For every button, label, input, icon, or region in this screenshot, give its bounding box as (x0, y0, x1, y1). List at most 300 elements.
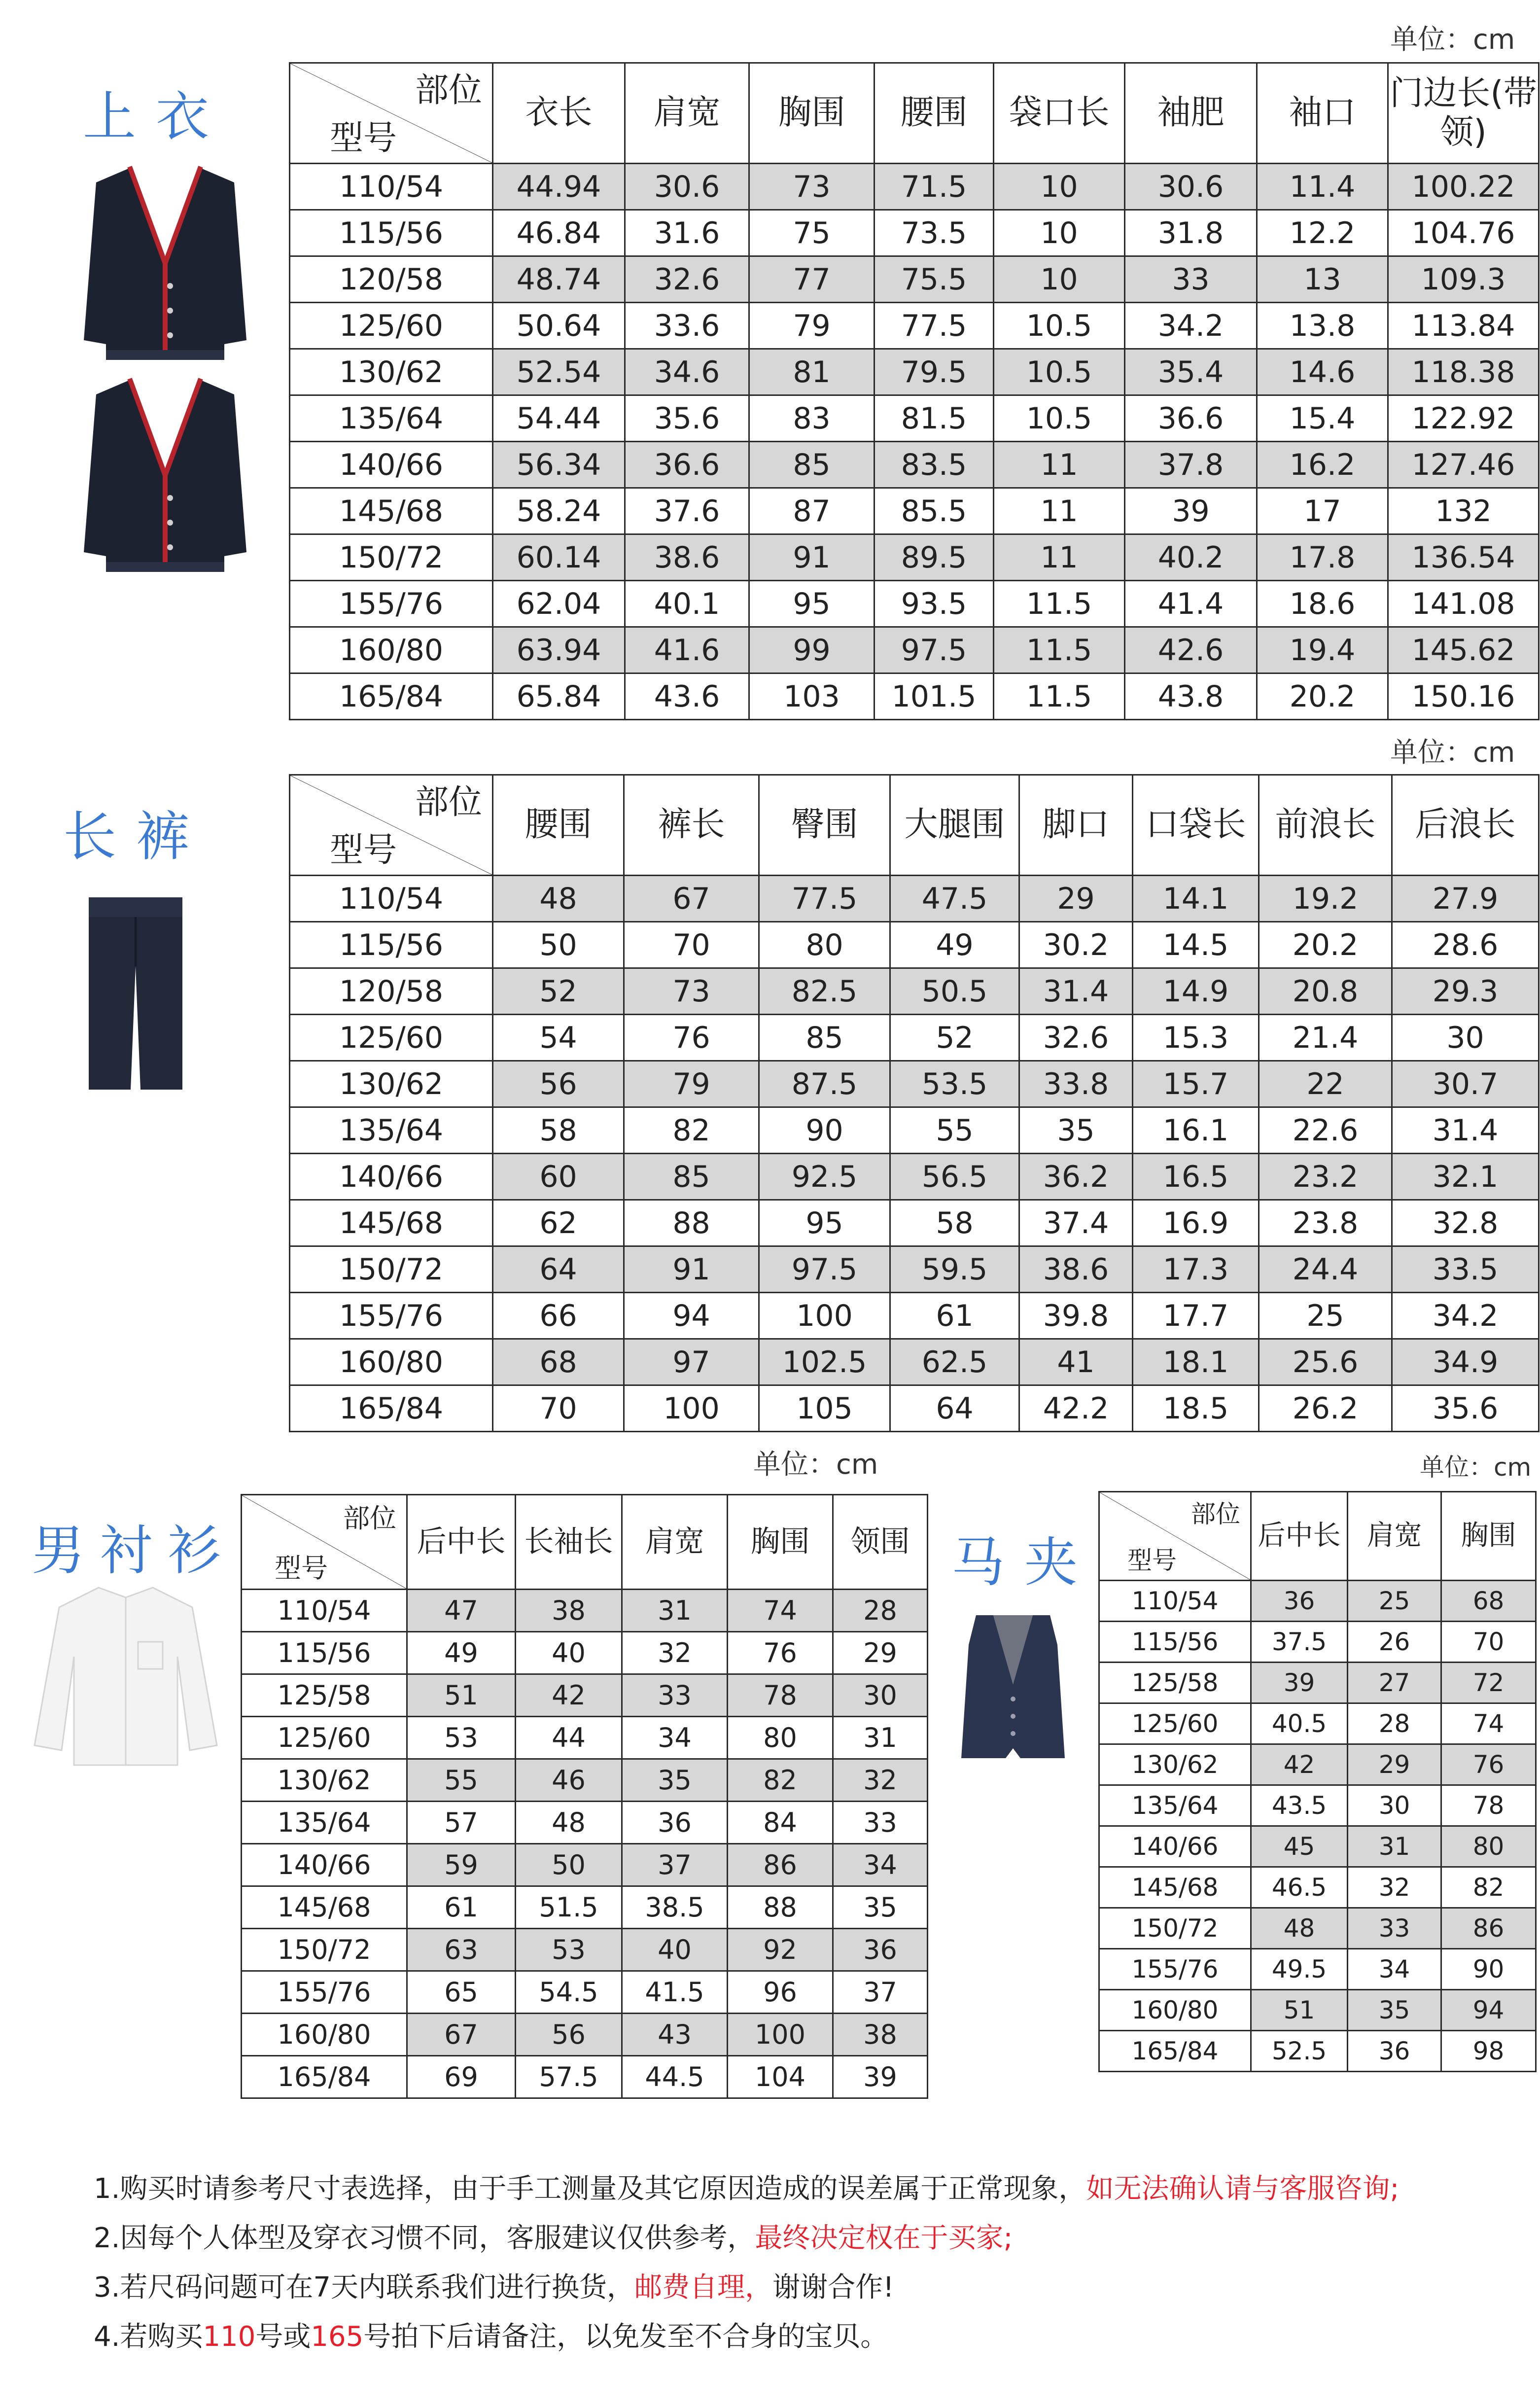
pants-value-cell: 36.2 (1019, 1154, 1133, 1200)
tops-value-cell: 40.2 (1125, 534, 1257, 581)
shirt-value-cell: 53 (407, 1717, 516, 1759)
shirt-size-cell: 115/56 (242, 1632, 407, 1674)
tops-value-cell: 101.5 (875, 673, 994, 720)
pants-value-cell: 76 (624, 1015, 759, 1061)
shirt-size-cell: 165/84 (242, 2056, 407, 2098)
shirt-value-cell: 30 (833, 1674, 928, 1717)
pants-value-cell: 48 (493, 876, 624, 922)
tops-value-cell: 56.34 (493, 442, 625, 488)
tops-corner-cell (290, 63, 493, 164)
shirt-value-cell: 36 (833, 1929, 928, 1971)
pants-value-cell: 58 (890, 1200, 1019, 1246)
tops-size-cell: 115/56 (290, 210, 493, 256)
vest-value-cell: 78 (1441, 1785, 1536, 1826)
pants-value-cell: 92.5 (759, 1154, 890, 1200)
pants-size-cell: 135/64 (290, 1107, 493, 1154)
shirt-value-cell: 69 (407, 2056, 516, 2098)
shirt-value-cell: 53 (516, 1929, 622, 1971)
vest-value-cell: 98 (1441, 2031, 1536, 2072)
tops-table-row (290, 534, 1539, 581)
tops-value-cell: 38.6 (625, 534, 749, 581)
tops-value-cell: 17 (1257, 488, 1388, 534)
tops-value-cell: 118.38 (1388, 349, 1539, 395)
shirt-value-cell: 40 (622, 1929, 728, 1971)
shirt-value-cell: 33 (833, 1802, 928, 1844)
pants-table-row (290, 1293, 1539, 1339)
tops-value-cell: 10 (994, 256, 1125, 303)
vest-size-cell: 150/72 (1099, 1908, 1251, 1949)
pants-value-cell: 33.8 (1019, 1061, 1133, 1107)
tops-size-cell: 155/76 (290, 581, 493, 627)
pants-value-cell: 14.1 (1133, 876, 1259, 922)
shirt-value-cell: 31 (833, 1717, 928, 1759)
pants-value-cell: 62.5 (890, 1339, 1019, 1385)
shirt-value-cell: 35 (833, 1886, 928, 1929)
vest-value-cell: 46.5 (1251, 1867, 1348, 1908)
vest-value-cell: 45 (1251, 1826, 1348, 1867)
tops-value-cell: 91 (749, 534, 875, 581)
tops-size-cell: 150/72 (290, 534, 493, 581)
vest-size-cell: 125/58 (1099, 1663, 1251, 1703)
vest-size-cell: 130/62 (1099, 1744, 1251, 1785)
pants-size-cell: 140/66 (290, 1154, 493, 1200)
tops-header-cell: 袖口 (1257, 63, 1388, 164)
tops-value-cell: 11.5 (994, 581, 1125, 627)
vest-table-row (1099, 1826, 1536, 1867)
shirt-table-row (242, 1632, 928, 1674)
note-line-1 (94, 2164, 1399, 2214)
tops-table-row (290, 627, 1539, 673)
tops-value-cell: 71.5 (875, 164, 994, 210)
tops-value-cell: 37.8 (1125, 442, 1257, 488)
pants-corner-size-label: 型号 (330, 830, 397, 870)
tops-size-cell: 110/54 (290, 164, 493, 210)
pants-value-cell: 25.6 (1259, 1339, 1392, 1385)
shirt-value-cell: 34 (622, 1717, 728, 1759)
pants-header-cell: 裤长 (624, 775, 759, 876)
vest-size-cell: 165/84 (1099, 2031, 1251, 2072)
tops-size-cell: 160/80 (290, 627, 493, 673)
shirt-value-cell: 38 (833, 2014, 928, 2056)
shirt-corner-cell (242, 1495, 407, 1590)
pants-size-cell: 110/54 (290, 876, 493, 922)
pants-table-row (290, 1154, 1539, 1200)
pants-value-cell: 68 (493, 1339, 624, 1385)
shirt-header-cell: 胸围 (728, 1495, 833, 1590)
pants-value-cell: 31.4 (1019, 968, 1133, 1015)
vest-value-cell: 36 (1251, 1581, 1348, 1622)
pants-value-cell: 94 (624, 1293, 759, 1339)
pants-table-row (290, 968, 1539, 1015)
vest-size-cell: 155/76 (1099, 1949, 1251, 1990)
vest-value-cell: 39 (1251, 1663, 1348, 1703)
shirt-value-cell: 76 (728, 1632, 833, 1674)
pants-value-cell: 52 (493, 968, 624, 1015)
tops-value-cell: 41.6 (625, 627, 749, 673)
pants-value-cell: 28.6 (1392, 922, 1539, 968)
pants-size-cell: 160/80 (290, 1339, 493, 1385)
shirt-header-cell: 后中长 (407, 1495, 516, 1590)
tops-value-cell: 36.6 (625, 442, 749, 488)
shirt-table-row (242, 1717, 928, 1759)
vest-value-cell: 40.5 (1251, 1703, 1348, 1744)
pants-value-cell: 64 (890, 1385, 1019, 1432)
tops-size-table (289, 62, 1540, 720)
shirt-value-cell: 32 (833, 1759, 928, 1802)
shirt-table-row (242, 1674, 928, 1717)
title-pants: 长裤 (63, 806, 210, 868)
cardigan-image-1 (76, 163, 254, 370)
tops-table-row (290, 581, 1539, 627)
shirt-value-cell: 100 (728, 2014, 833, 2056)
shirt-value-cell: 92 (728, 1929, 833, 1971)
shirt-size-cell: 130/62 (242, 1759, 407, 1802)
tops-value-cell: 33 (1125, 256, 1257, 303)
pants-value-cell: 16.1 (1133, 1107, 1259, 1154)
shirt-table-row (242, 1844, 928, 1886)
tops-value-cell: 83 (749, 395, 875, 442)
pants-value-cell: 30.2 (1019, 922, 1133, 968)
tops-value-cell: 122.92 (1388, 395, 1539, 442)
note-text: 谢谢合作! (772, 2271, 894, 2303)
shirt-value-cell: 31 (622, 1590, 728, 1632)
shirt-value-cell: 38 (516, 1590, 622, 1632)
note-line-4 (94, 2312, 1399, 2362)
tops-value-cell: 54.44 (493, 395, 625, 442)
pants-corner-cell (290, 775, 493, 876)
vest-value-cell: 32 (1348, 1867, 1441, 1908)
tops-value-cell: 150.16 (1388, 673, 1539, 720)
tops-size-cell: 125/60 (290, 303, 493, 349)
vest-image (956, 1610, 1070, 1768)
pants-corner-part-label: 部位 (415, 783, 482, 822)
vest-value-cell: 27 (1348, 1663, 1441, 1703)
pants-value-cell: 29.3 (1392, 968, 1539, 1015)
shirt-table-row (242, 1929, 928, 1971)
pants-value-cell: 82 (624, 1107, 759, 1154)
shirt-value-cell: 41.5 (622, 1971, 728, 2014)
note-highlight: 165 (311, 2321, 364, 2353)
pants-value-cell: 34.9 (1392, 1339, 1539, 1385)
tops-value-cell: 42.6 (1125, 627, 1257, 673)
vest-size-cell: 110/54 (1099, 1581, 1251, 1622)
vest-header-cell: 肩宽 (1348, 1492, 1441, 1581)
pants-value-cell: 37.4 (1019, 1200, 1133, 1246)
shirt-header-cell: 领围 (833, 1495, 928, 1590)
shirt-table-row (242, 1886, 928, 1929)
pants-value-cell: 14.5 (1133, 922, 1259, 968)
pants-value-cell: 35 (1019, 1107, 1133, 1154)
vest-header-cell: 胸围 (1441, 1492, 1536, 1581)
pants-value-cell: 80 (759, 922, 890, 968)
tops-corner-size-label: 型号 (330, 118, 397, 158)
vest-value-cell: 74 (1441, 1703, 1536, 1744)
pants-value-cell: 25 (1259, 1293, 1392, 1339)
tops-table-row (290, 488, 1539, 534)
tops-value-cell: 83.5 (875, 442, 994, 488)
pants-value-cell: 15.3 (1133, 1015, 1259, 1061)
shirt-value-cell: 49 (407, 1632, 516, 1674)
vest-corner-part-label: 部位 (1191, 1500, 1240, 1528)
tops-value-cell: 20.2 (1257, 673, 1388, 720)
shirt-value-cell: 67 (407, 2014, 516, 2056)
pants-value-cell: 15.7 (1133, 1061, 1259, 1107)
pants-value-cell: 64 (493, 1246, 624, 1293)
pants-size-cell: 120/58 (290, 968, 493, 1015)
shirt-value-cell: 37 (622, 1844, 728, 1886)
vest-value-cell: 42 (1251, 1744, 1348, 1785)
pants-header-cell: 后浪长 (1392, 775, 1539, 876)
shirt-value-cell: 104 (728, 2056, 833, 2098)
pants-value-cell: 23.8 (1259, 1200, 1392, 1246)
tops-header-cell: 腰围 (875, 63, 994, 164)
pants-header-cell: 脚口 (1019, 775, 1133, 876)
pants-value-cell: 38.6 (1019, 1246, 1133, 1293)
shirt-value-cell: 35 (622, 1759, 728, 1802)
pants-value-cell: 19.2 (1259, 876, 1392, 922)
shirt-corner-size-label: 型号 (275, 1552, 328, 1584)
note-highlight: 110 (203, 2321, 256, 2353)
shirt-value-cell: 32 (622, 1632, 728, 1674)
tops-value-cell: 103 (749, 673, 875, 720)
pants-value-cell: 31.4 (1392, 1107, 1539, 1154)
pants-value-cell: 91 (624, 1246, 759, 1293)
shirt-value-cell: 47 (407, 1590, 516, 1632)
tops-value-cell: 109.3 (1388, 256, 1539, 303)
tops-value-cell: 44.94 (493, 164, 625, 210)
unit-label-shirt: 单位：cm (753, 1449, 878, 1481)
tops-value-cell: 35.4 (1125, 349, 1257, 395)
tops-size-cell: 130/62 (290, 349, 493, 395)
pants-value-cell: 79 (624, 1061, 759, 1107)
pants-value-cell: 102.5 (759, 1339, 890, 1385)
tops-value-cell: 14.6 (1257, 349, 1388, 395)
shirt-value-cell: 80 (728, 1717, 833, 1759)
pants-value-cell: 59.5 (890, 1246, 1019, 1293)
tops-value-cell: 79 (749, 303, 875, 349)
shirt-size-cell: 150/72 (242, 1929, 407, 1971)
pants-value-cell: 18.1 (1133, 1339, 1259, 1385)
tops-header-cell: 袖肥 (1125, 63, 1257, 164)
shirt-size-table (241, 1494, 928, 2099)
tops-value-cell: 11.5 (994, 673, 1125, 720)
vest-value-cell: 72 (1441, 1663, 1536, 1703)
shirt-value-cell: 74 (728, 1590, 833, 1632)
pants-value-cell: 22.6 (1259, 1107, 1392, 1154)
tops-value-cell: 93.5 (875, 581, 994, 627)
shirt-value-cell: 36 (622, 1802, 728, 1844)
tops-value-cell: 79.5 (875, 349, 994, 395)
tops-value-cell: 33.6 (625, 303, 749, 349)
pants-value-cell: 82.5 (759, 968, 890, 1015)
vest-corner-size-label: 型号 (1127, 1546, 1177, 1575)
tops-value-cell: 85 (749, 442, 875, 488)
pants-size-table (289, 774, 1540, 1432)
pants-value-cell: 77.5 (759, 876, 890, 922)
pants-value-cell: 14.9 (1133, 968, 1259, 1015)
vest-header-cell: 后中长 (1251, 1492, 1348, 1581)
tops-value-cell: 73 (749, 164, 875, 210)
tops-value-cell: 97.5 (875, 627, 994, 673)
tops-value-cell: 17.8 (1257, 534, 1388, 581)
pants-table-row (290, 1107, 1539, 1154)
pants-value-cell: 95 (759, 1200, 890, 1246)
tops-value-cell: 43.6 (625, 673, 749, 720)
vest-table-row (1099, 1785, 1536, 1826)
tops-value-cell: 13 (1257, 256, 1388, 303)
note-text: 4.若购买 (94, 2321, 203, 2353)
pants-value-cell: 85 (624, 1154, 759, 1200)
pants-value-cell: 54 (493, 1015, 624, 1061)
tops-value-cell: 31.6 (625, 210, 749, 256)
shirt-value-cell: 56 (516, 2014, 622, 2056)
pants-value-cell: 60 (493, 1154, 624, 1200)
tops-table-row (290, 673, 1539, 720)
tops-corner-part-label: 部位 (415, 71, 482, 110)
vest-value-cell: 76 (1441, 1744, 1536, 1785)
tops-table-row (290, 210, 1539, 256)
tops-value-cell: 36.6 (1125, 395, 1257, 442)
vest-table-row (1099, 1990, 1536, 2031)
shirt-value-cell: 96 (728, 1971, 833, 2014)
shirt-size-cell: 155/76 (242, 1971, 407, 2014)
pants-value-cell: 30 (1392, 1015, 1539, 1061)
tops-value-cell: 113.84 (1388, 303, 1539, 349)
tops-value-cell: 77.5 (875, 303, 994, 349)
tops-value-cell: 10.5 (994, 303, 1125, 349)
tops-value-cell: 11.5 (994, 627, 1125, 673)
unit-label-vest: 单位：cm (1420, 1453, 1532, 1482)
tops-value-cell: 40.1 (625, 581, 749, 627)
tops-value-cell: 16.2 (1257, 442, 1388, 488)
vest-value-cell: 29 (1348, 1744, 1441, 1785)
shirt-value-cell: 54.5 (516, 1971, 622, 2014)
vest-size-cell: 140/66 (1099, 1826, 1251, 1867)
note-line-2 (94, 2214, 1399, 2263)
tops-table-row (290, 303, 1539, 349)
tops-value-cell: 58.24 (493, 488, 625, 534)
vest-table-row (1099, 1949, 1536, 1990)
tops-value-cell: 87 (749, 488, 875, 534)
pants-value-cell: 30.7 (1392, 1061, 1539, 1107)
tops-header-cell: 袋口长 (994, 63, 1125, 164)
pants-value-cell: 42.2 (1019, 1385, 1133, 1432)
pants-table-row (290, 1200, 1539, 1246)
tops-value-cell: 35.6 (625, 395, 749, 442)
tops-value-cell: 18.6 (1257, 581, 1388, 627)
tops-value-cell: 60.14 (493, 534, 625, 581)
vest-value-cell: 33 (1348, 1908, 1441, 1949)
tops-size-cell: 140/66 (290, 442, 493, 488)
tops-value-cell: 12.2 (1257, 210, 1388, 256)
shirt-header-cell: 肩宽 (622, 1495, 728, 1590)
shirt-value-cell: 48 (516, 1802, 622, 1844)
shirt-value-cell: 65 (407, 1971, 516, 2014)
tops-value-cell: 34.6 (625, 349, 749, 395)
vest-value-cell: 70 (1441, 1622, 1536, 1663)
purchase-notes (94, 2164, 1399, 2362)
shirt-value-cell: 50 (516, 1844, 622, 1886)
tops-value-cell: 43.8 (1125, 673, 1257, 720)
pants-value-cell: 20.2 (1259, 922, 1392, 968)
pants-value-cell: 53.5 (890, 1061, 1019, 1107)
tops-value-cell: 11 (994, 534, 1125, 581)
tops-value-cell: 145.62 (1388, 627, 1539, 673)
shirt-value-cell: 84 (728, 1802, 833, 1844)
pants-value-cell: 66 (493, 1293, 624, 1339)
tops-value-cell: 81 (749, 349, 875, 395)
cardigan-image-2 (76, 375, 254, 582)
vest-table-row (1099, 1581, 1536, 1622)
tops-size-cell: 145/68 (290, 488, 493, 534)
vest-value-cell: 28 (1348, 1703, 1441, 1744)
pants-value-cell: 34.2 (1392, 1293, 1539, 1339)
pants-value-cell: 17.3 (1133, 1246, 1259, 1293)
tops-value-cell: 11 (994, 488, 1125, 534)
pants-table-row (290, 1015, 1539, 1061)
shirt-value-cell: 34 (833, 1844, 928, 1886)
pants-value-cell: 41 (1019, 1339, 1133, 1385)
pants-value-cell: 58 (493, 1107, 624, 1154)
tops-header-cell: 肩宽 (625, 63, 749, 164)
pants-value-cell: 16.5 (1133, 1154, 1259, 1200)
shirt-table-row (242, 2014, 928, 2056)
tops-value-cell: 99 (749, 627, 875, 673)
pants-value-cell: 100 (624, 1385, 759, 1432)
pants-value-cell: 50.5 (890, 968, 1019, 1015)
note-text: 3.若尺码问题可在7天内联系我们进行换货， (94, 2271, 635, 2303)
shirt-value-cell: 86 (728, 1844, 833, 1886)
vest-size-cell: 125/60 (1099, 1703, 1251, 1744)
shirt-size-cell: 140/66 (242, 1844, 407, 1886)
shirt-value-cell: 39 (833, 2056, 928, 2098)
vest-value-cell: 48 (1251, 1908, 1348, 1949)
pants-value-cell: 17.7 (1133, 1293, 1259, 1339)
pants-value-cell: 35.6 (1392, 1385, 1539, 1432)
tops-value-cell: 15.4 (1257, 395, 1388, 442)
tops-value-cell: 95 (749, 581, 875, 627)
pants-value-cell: 52 (890, 1015, 1019, 1061)
pants-value-cell: 32.8 (1392, 1200, 1539, 1246)
shirt-value-cell: 43 (622, 2014, 728, 2056)
pants-table-row (290, 1385, 1539, 1432)
vest-table-row (1099, 2031, 1536, 2072)
shirt-table-row (242, 1802, 928, 1844)
pants-value-cell: 70 (624, 922, 759, 968)
shirt-value-cell: 88 (728, 1886, 833, 1929)
tops-value-cell: 41.4 (1125, 581, 1257, 627)
tops-value-cell: 63.94 (493, 627, 625, 673)
shirt-value-cell: 57 (407, 1802, 516, 1844)
pants-value-cell: 27.9 (1392, 876, 1539, 922)
note-highlight: 最终决定权在于买家; (755, 2222, 1013, 2254)
pants-size-cell: 145/68 (290, 1200, 493, 1246)
pants-value-cell: 88 (624, 1200, 759, 1246)
pants-value-cell: 62 (493, 1200, 624, 1246)
tops-value-cell: 11 (994, 442, 1125, 488)
title-tops: 上衣 (83, 86, 229, 148)
shirt-value-cell: 61 (407, 1886, 516, 1929)
vest-table-row (1099, 1663, 1536, 1703)
shirt-value-cell: 37 (833, 1971, 928, 2014)
pants-table-row (290, 1339, 1539, 1385)
vest-value-cell: 35 (1348, 1990, 1441, 2031)
shirt-value-cell: 46 (516, 1759, 622, 1802)
pants-value-cell: 20.8 (1259, 968, 1392, 1015)
tops-table-row (290, 395, 1539, 442)
pants-value-cell: 90 (759, 1107, 890, 1154)
tops-value-cell: 37.6 (625, 488, 749, 534)
